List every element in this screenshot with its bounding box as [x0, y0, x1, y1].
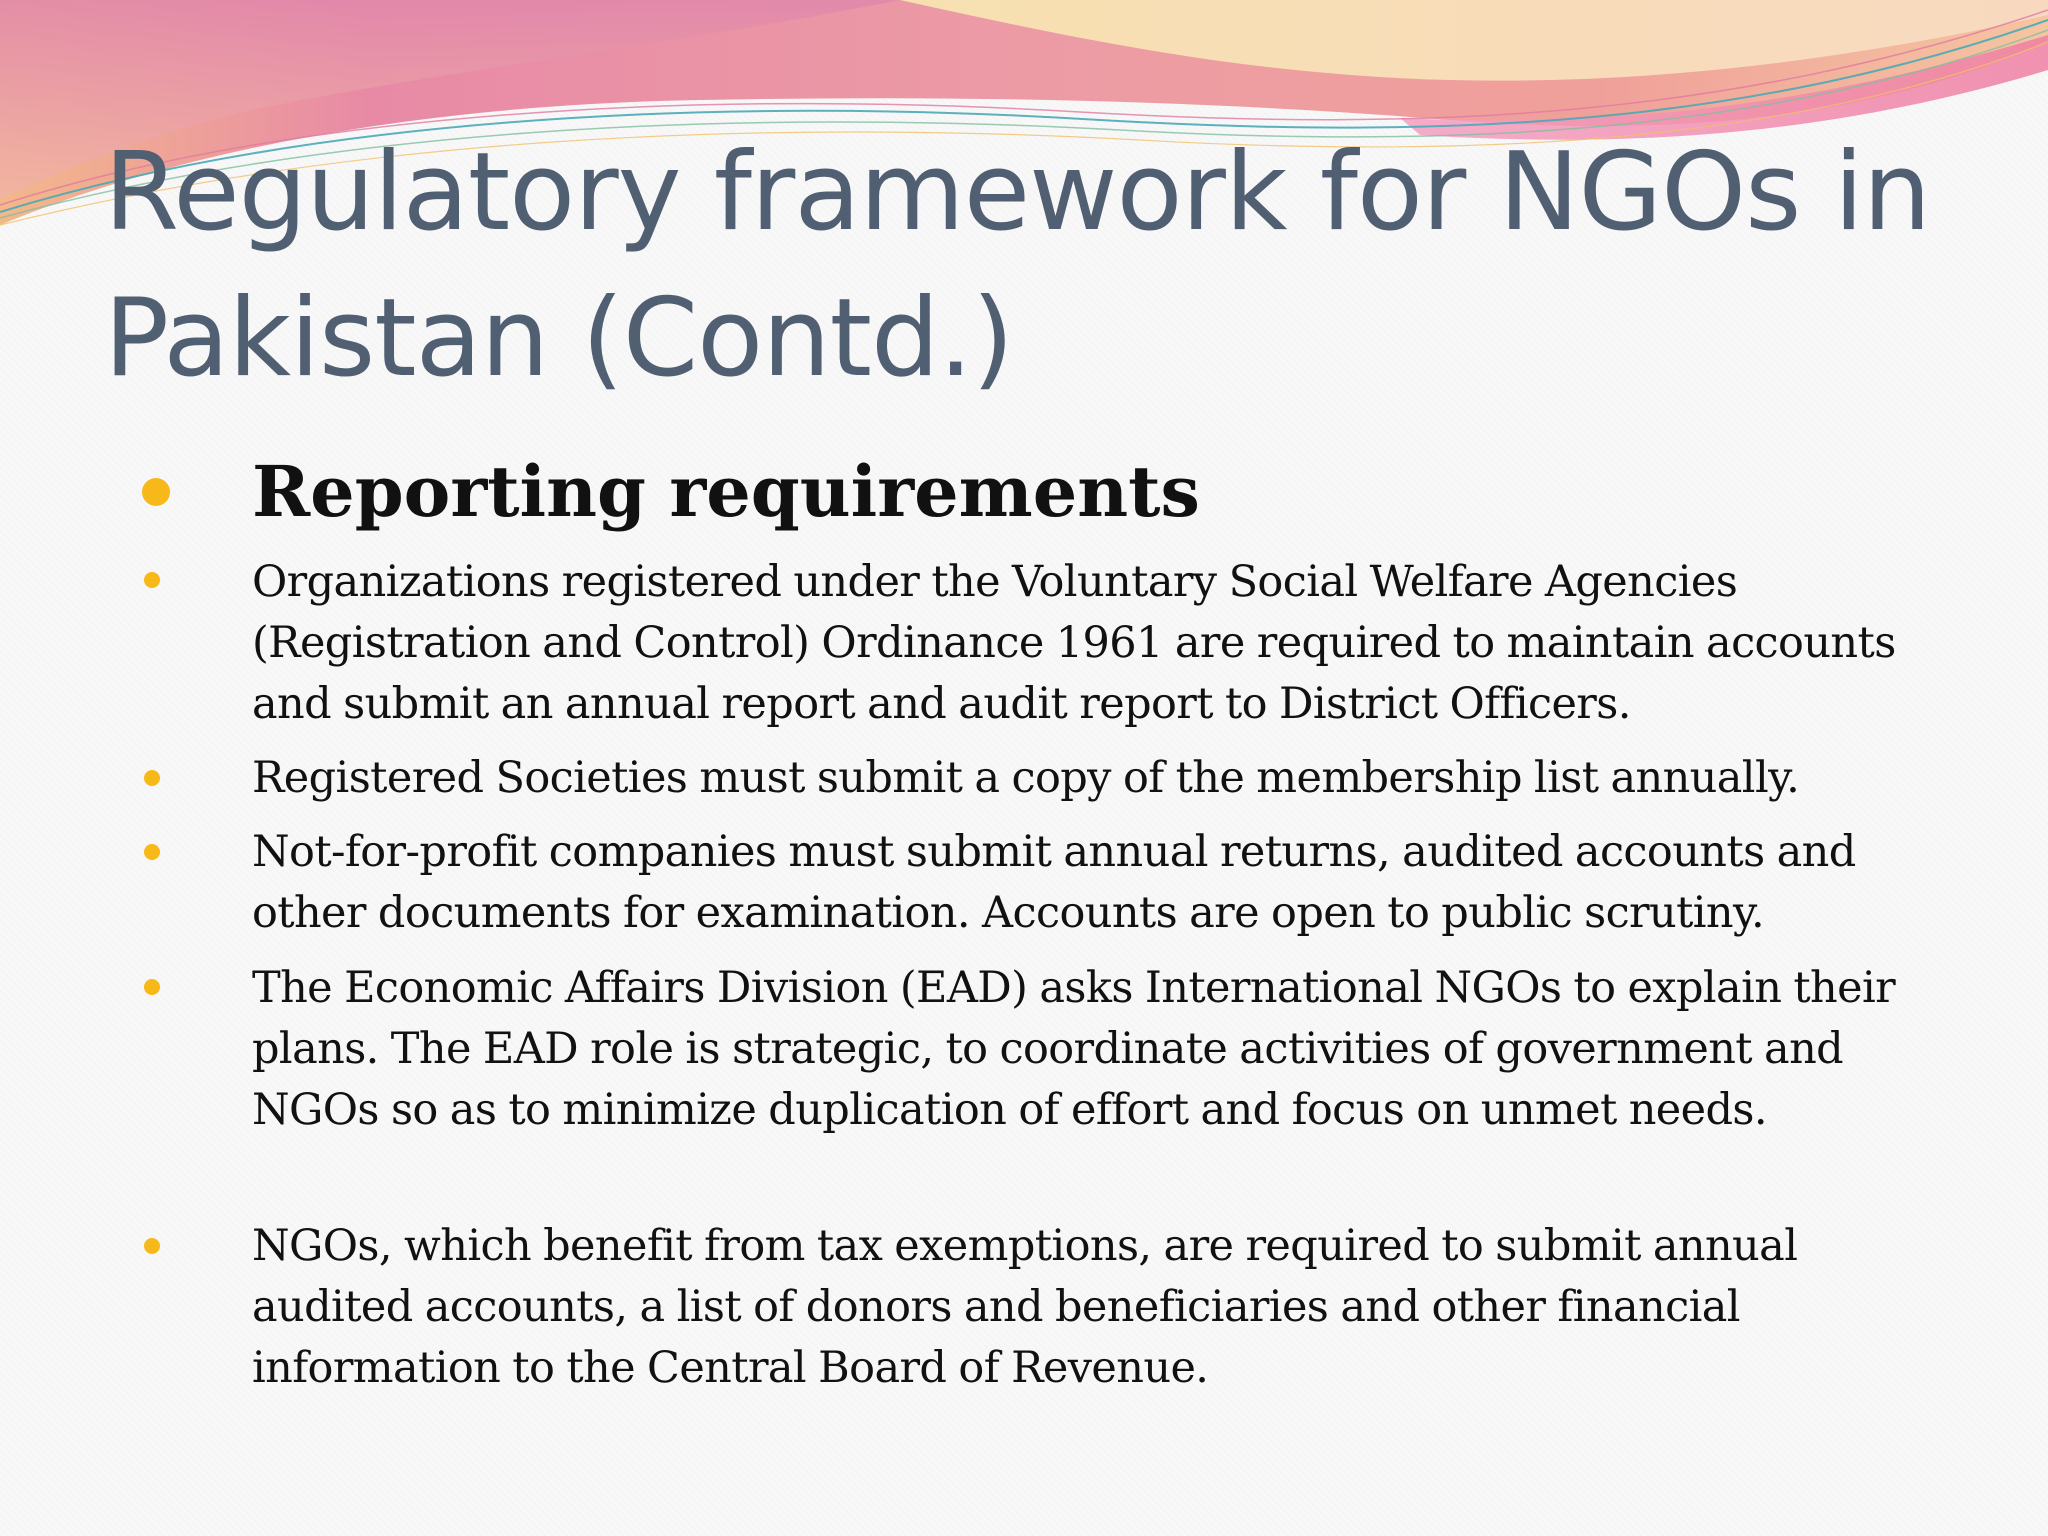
bullet-text: NGOs, which benefit from tax exemptions, are required to submit annual audited accounts, a list of donors and beneficiaries and other financial information to the Central Board of Revenue. — [252, 1221, 1798, 1393]
bullet-text: Not-for-profit companies must submit annual returns, audited accounts and other documents for examination. Accounts are open to public scrutiny. — [252, 827, 1856, 938]
bullet-text: Organizations registered under the Voluntary Social Welfare Agencies (Registration and Control) Ordinance 1961 are required to maintain accounts and submit an annual report and audit report to District Officers. — [252, 557, 1896, 729]
bullet-icon — [142, 478, 170, 506]
bullet-icon — [144, 979, 160, 995]
bullet-text: The Economic Affairs Division (EAD) asks International NGOs to explain their plans. The EAD role is strategic, to coordinate activities of government and NGOs so as to minimize duplication of effort and focus on unmet needs. — [252, 963, 1896, 1135]
bullet-text: Registered Societies must submit a copy of the membership list annually. — [252, 753, 1800, 803]
section-heading: Reporting requirements — [252, 450, 1200, 533]
bullet-icon — [144, 572, 160, 588]
bullet-icon — [144, 770, 160, 786]
bullet-icon — [144, 844, 160, 860]
bullet-icon — [144, 1238, 160, 1254]
slide-title: Regulatory framework for NGOs in Pakistan (Contd.) — [104, 130, 1931, 401]
